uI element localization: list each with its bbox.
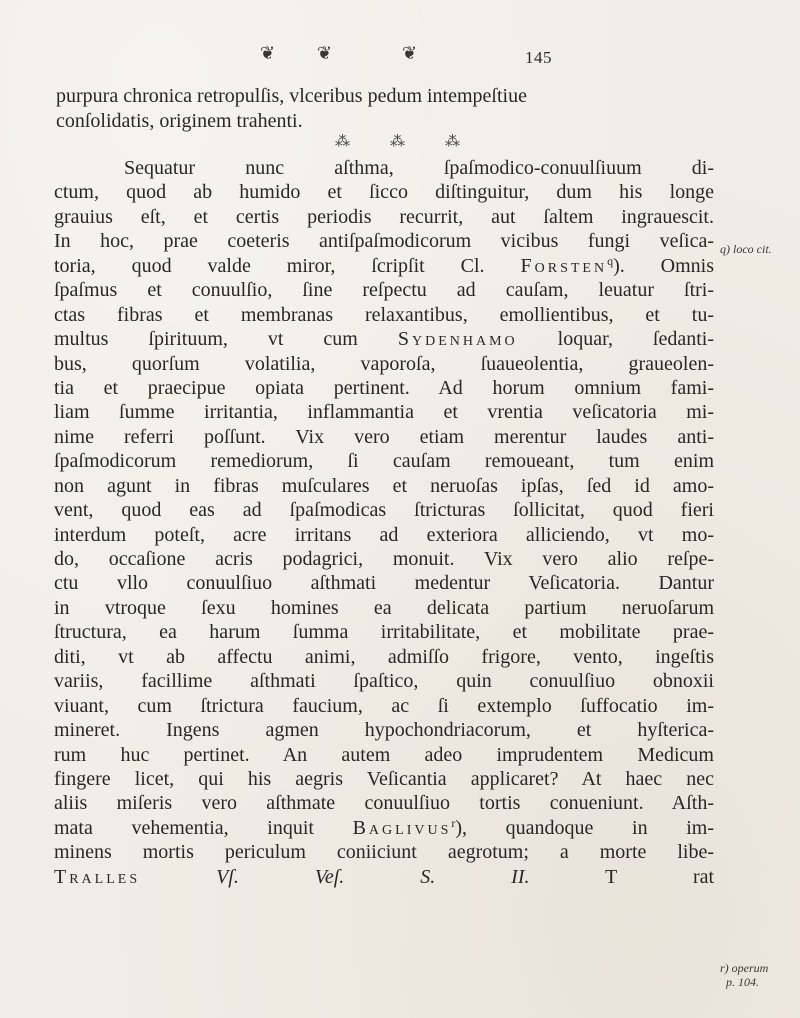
text-line: mineret. Ingens agmen hypochondriacorum, et hyſterica- xyxy=(54,719,714,742)
ornament-icon: ❦ xyxy=(260,43,276,63)
text-line xyxy=(54,327,714,351)
text-line xyxy=(54,254,714,278)
text-line: variis, facillime aſthmati ſpaſtico, quin conuulſiuo obnoxii xyxy=(54,670,714,693)
text-line: ſpaſmus et conuulſio, ſine reſpectu ad cauſam, leuatur ſtri- xyxy=(54,279,714,302)
text-line xyxy=(54,816,714,840)
asterism-icon: ⁂ xyxy=(390,134,405,150)
text-line: interdum poteſt, acre irritans ad exteriora alliciendo, vt mo- xyxy=(54,523,714,546)
text-line: ctum, quod ab humido et ſicco diſtinguitur, dum his longe xyxy=(54,181,714,204)
author-name: Tralles xyxy=(54,865,141,888)
page-header xyxy=(0,8,800,68)
text-line: non agunt in fibras muſculares et neruoſas ipſas, ſed id amo- xyxy=(54,474,714,497)
text-line: grauius eſt, et certis periodis recurrit, aut ſaltem ingrauescit. xyxy=(54,205,714,228)
signature-line xyxy=(54,865,714,889)
ornament-icon: ❦ xyxy=(317,43,333,63)
text-segment: loquar, ſedanti- xyxy=(557,328,715,351)
margin-note: q) loco cit. xyxy=(720,242,772,256)
ornament-icon: ❦ xyxy=(402,43,418,63)
margin-note: r) operum xyxy=(720,961,769,975)
margin-note: p. 104. xyxy=(726,975,759,989)
text-segment: toria, quod valde miror, ſcripſit Cl. xyxy=(54,254,485,277)
text-line: vent, quod eas ad ſpaſmodicas ſtricturas ſollicitat, quod fieri xyxy=(54,499,714,522)
text-line: in vtroque ſexu homines ea delicata partium neruoſarum xyxy=(54,596,714,619)
text-line: do, occaſione acris podagrici, monuit. Vix vero alio reſpe- xyxy=(54,548,714,570)
page-number: 145 xyxy=(525,48,552,67)
citation: Vſ. Veſ. S. II. xyxy=(216,865,530,888)
text-line: bus, quorſum volatilia, vaporoſa, ſuaueolentia, graueolen- xyxy=(54,352,714,375)
catchword: rat xyxy=(692,865,715,888)
text-line: ctas fibras et membranas relaxantibus, emollientibus, et tu- xyxy=(54,303,714,326)
opening-paragraph xyxy=(56,84,706,133)
text-line: conſolidatis, originem trahenti. xyxy=(56,109,303,132)
text-segment: ). Omnis xyxy=(613,254,715,277)
text-line: viuant, cum ſtrictura faucium, ac ſi extemplo ſuffocatio im- xyxy=(54,694,714,717)
signature-mark: T xyxy=(605,865,617,888)
text-line: ſpaſmodicorum remediorum, ſi cauſam remoueant, tum enim xyxy=(54,450,714,473)
footnote-ref: q xyxy=(607,253,614,268)
text-line: diti, vt ab affectu animi, admiſſo frigore, vento, ingeſtis xyxy=(54,645,714,668)
text-line: purpura chronica retropulſis, vlceribus pedum intempeſtiue xyxy=(56,85,527,107)
author-name: Sydenhamo xyxy=(397,328,518,351)
text-line: rum huc pertinet. An autem adeo imprudentem Medicum xyxy=(54,743,714,766)
text-line: fingere licet, qui his aegris Veſicantia applicaret? At haec nec xyxy=(54,767,714,790)
author-name: Forsten xyxy=(520,254,608,277)
text-segment: mata vehementia, inquit xyxy=(54,816,314,839)
text-line: Sequatur nunc aſthma, ſpaſmodico-conuulſiuum di- xyxy=(124,157,714,179)
text-segment: multus ſpirituum, vt cum xyxy=(54,328,358,351)
text-line: minens mortis periculum coniiciunt aegrotum; a morte libe- xyxy=(54,841,714,864)
text-line: tia et praecipue opiata pertinent. Ad horum omnium fami- xyxy=(54,376,714,399)
text-segment: ), quandoque in im- xyxy=(455,816,714,839)
text-line: In hoc, prae coeteris antiſpaſmodicorum vicibus fungi veſica- xyxy=(54,230,714,253)
text-line: aliis miſeris vero aſthmate conuulſiuo tortis conueniunt. Aſth- xyxy=(54,792,714,815)
main-paragraph xyxy=(54,156,714,889)
asterism-icon: ⁂ xyxy=(445,134,460,150)
text-line: nime referri poſſunt. Vix vero etiam merentur laudes anti- xyxy=(54,425,714,448)
author-name: Baglivus xyxy=(352,816,452,839)
asterism-icon: ⁂ xyxy=(335,134,350,150)
text-line: ctu vllo conuulſiuo aſthmati medentur Veſicatoria. Dantur xyxy=(54,572,714,595)
section-divider xyxy=(0,132,800,154)
text-line: liam ſumme irritantia, inflammantia et vrentia veſicatoria mi- xyxy=(54,401,714,424)
footnote-ref: r xyxy=(451,815,456,830)
text-line: ſtructura, ea harum ſumma irritabilitate, et mobilitate prae- xyxy=(54,621,714,644)
